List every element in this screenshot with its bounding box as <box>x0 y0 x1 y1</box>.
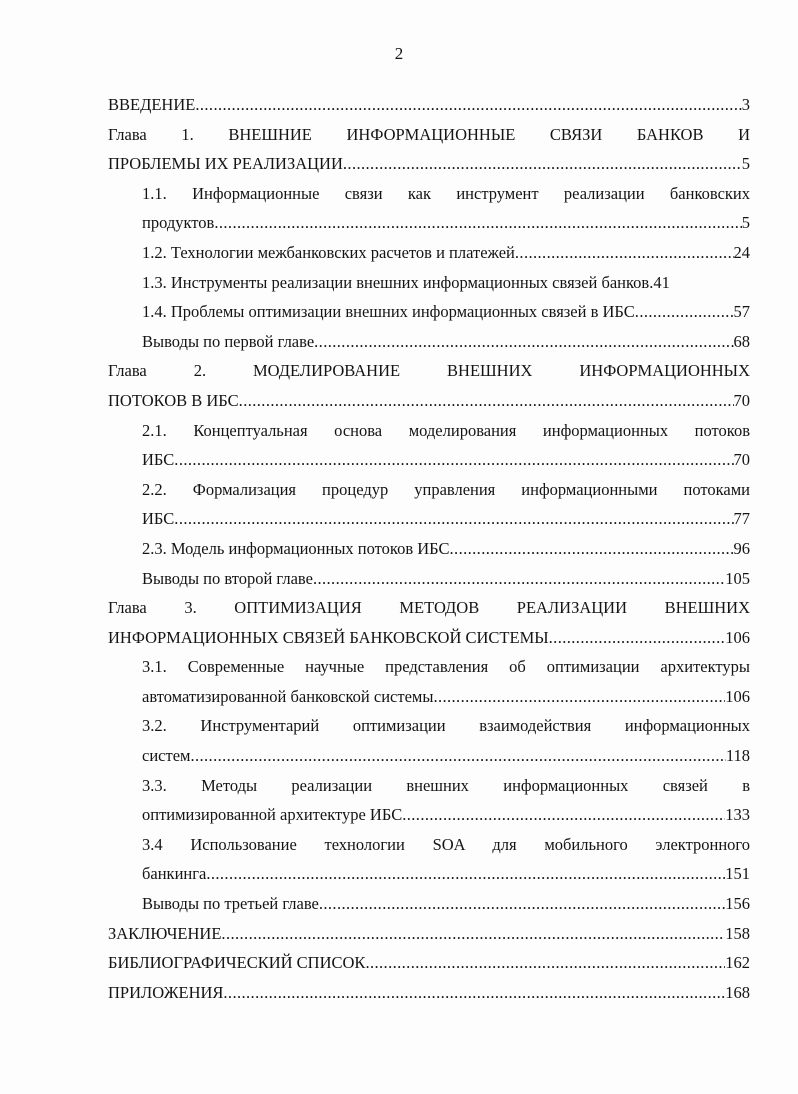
toc-section-2-1-line1[interactable]: 2.1. Концептуальная основа моделирования информационных потоков <box>142 420 750 440</box>
toc-page: 158 <box>725 923 750 943</box>
toc-section-2-3[interactable] <box>108 534 750 564</box>
toc-page: 151 <box>725 864 750 884</box>
toc-page: 105 <box>725 568 750 588</box>
toc-page: 70 <box>733 450 750 470</box>
toc-page: 57 <box>733 302 750 322</box>
toc-page: 5 <box>741 213 750 233</box>
toc-section-1-4[interactable] <box>108 297 750 327</box>
toc-chapter3-line2[interactable] <box>108 623 750 653</box>
toc-title: ПРИЛОЖЕНИЯ <box>108 982 224 1002</box>
toc-page: 106 <box>725 627 750 647</box>
leader-dots <box>314 327 733 357</box>
toc-chapter1-conclusions[interactable] <box>108 327 750 357</box>
toc-page: 168 <box>725 982 750 1002</box>
toc-title: оптимизированной архитектуре ИБС <box>142 805 403 825</box>
toc-section-3-3-line1[interactable]: 3.3. Методы реализации внешних информационных связей в <box>142 775 750 795</box>
toc-title: ВВЕДЕНИЕ <box>108 95 196 114</box>
toc-chapter2-line2[interactable] <box>108 386 750 416</box>
toc-title: ИБС <box>142 450 175 470</box>
toc-section-3-2-line1[interactable]: 3.2. Инструментарий оптимизации взаимодействия информационных <box>142 716 750 736</box>
toc-chapter1-line2[interactable] <box>108 149 750 179</box>
toc-section-3-4-line1[interactable]: 3.4 Использование технологии SOA для мобильного электронного <box>142 834 750 854</box>
toc-chapter3-conclusions[interactable] <box>108 889 750 919</box>
toc-title: ИНФОРМАЦИОННЫХ СВЯЗЕЙ БАНКОВСКОЙ СИСТЕМЫ <box>108 627 549 647</box>
leader-dots <box>195 90 741 120</box>
toc-page: 156 <box>725 894 750 914</box>
toc-page: 77 <box>733 509 750 529</box>
toc-chapter2-conclusions[interactable] <box>108 564 750 594</box>
toc-chapter3-line1[interactable]: Глава 3. ОПТИМИЗАЦИЯ МЕТОДОВ РЕАЛИЗАЦИИ ВНЕШНИХ <box>108 598 750 618</box>
toc-title: автоматизированной банковской системы <box>142 686 434 706</box>
toc-page: 133 <box>725 805 750 825</box>
leader-dots <box>223 978 725 1008</box>
toc-page: 106 <box>725 686 750 706</box>
leader-dots <box>635 297 734 327</box>
toc-title: 2.3. Модель информационных потоков ИБС <box>142 538 450 558</box>
toc-page: 3 <box>741 95 750 114</box>
toc-section-1-3[interactable] <box>108 268 750 298</box>
toc-title: банкинга <box>142 864 207 884</box>
leader-dots <box>343 149 742 179</box>
toc-page: 41 <box>653 272 670 292</box>
page-number: 2 <box>394 44 404 63</box>
toc-section-3-3-line2[interactable] <box>108 800 750 830</box>
toc-section-3-1-line1[interactable]: 3.1. Современные научные представления об оптимизации архитектуры <box>142 657 750 677</box>
leader-dots <box>549 623 726 653</box>
toc-section-1-1-line2[interactable] <box>108 208 750 238</box>
toc-section-1-1-line1[interactable]: 1.1. Информационные связи как инструмент реализации банковских <box>142 183 750 203</box>
toc-section-2-2-line2[interactable] <box>108 504 750 534</box>
leader-dots <box>319 889 725 919</box>
leader-dots <box>190 741 725 771</box>
leader-dots <box>239 386 734 416</box>
toc-title: ЗАКЛЮЧЕНИЕ <box>108 923 222 943</box>
leader-dots <box>174 504 733 534</box>
toc-entry-appendices[interactable] <box>108 978 750 1008</box>
toc-page: 68 <box>733 331 750 351</box>
toc-title: Выводы по третьей главе <box>142 894 319 914</box>
toc-page: 70 <box>733 390 750 410</box>
toc-page: 118 <box>725 746 750 766</box>
toc-title: ПОТОКОВ В ИБС <box>108 390 239 410</box>
table-of-contents <box>108 90 750 1007</box>
toc-page: 24 <box>733 242 750 262</box>
toc-title: ИБС <box>142 509 175 529</box>
leader-dots <box>206 859 725 889</box>
toc-section-3-4-line2[interactable] <box>108 859 750 889</box>
toc-title: продуктов <box>142 213 215 233</box>
leader-dots <box>515 238 734 268</box>
toc-entry-conclusion[interactable] <box>108 919 750 949</box>
toc-section-3-2-line2[interactable] <box>108 741 750 771</box>
toc-page: 5 <box>741 154 750 174</box>
toc-chapter1-line1[interactable]: Глава 1. ВНЕШНИЕ ИНФОРМАЦИОННЫЕ СВЯЗИ БАНКОВ И <box>108 124 750 144</box>
leader-dots <box>433 682 725 712</box>
toc-title: 1.4. Проблемы оптимизации внешних информационных связей в ИБС <box>142 302 635 322</box>
toc-entry-bibliography[interactable] <box>108 948 750 978</box>
toc-page: 96 <box>733 538 750 558</box>
toc-title: Выводы по первой главе <box>142 331 315 351</box>
toc-section-2-2-line1[interactable]: 2.2. Формализация процедур управления информационными потоками <box>142 479 750 499</box>
leader-dots <box>402 800 725 830</box>
toc-section-2-1-line2[interactable] <box>108 445 750 475</box>
toc-title: 1.2. Технологии межбанковских расчетов и платежей <box>142 242 515 262</box>
leader-dots <box>365 948 725 978</box>
leader-dots <box>214 208 741 238</box>
toc-page: 162 <box>725 953 750 973</box>
toc-chapter2-line1[interactable]: Глава 2. МОДЕЛИРОВАНИЕ ВНЕШНИХ ИНФОРМАЦИОННЫХ <box>108 361 750 381</box>
leader-dots <box>313 564 725 594</box>
leader-dots <box>450 534 734 564</box>
leader-dots <box>221 919 725 949</box>
toc-title: БИБЛИОГРАФИЧЕСКИЙ СПИСОК <box>108 953 366 973</box>
toc-title: ПРОБЛЕМЫ ИХ РЕАЛИЗАЦИИ <box>108 154 343 174</box>
toc-title: систем <box>142 746 191 766</box>
toc-section-3-1-line2[interactable] <box>108 682 750 712</box>
toc-title: Выводы по второй главе <box>142 568 313 588</box>
toc-title: 1.3. Инструменты реализации внешних информационных связей банков. <box>142 272 654 292</box>
toc-entry-intro[interactable] <box>108 90 750 120</box>
toc-section-1-2[interactable] <box>108 238 750 268</box>
leader-dots <box>174 445 733 475</box>
